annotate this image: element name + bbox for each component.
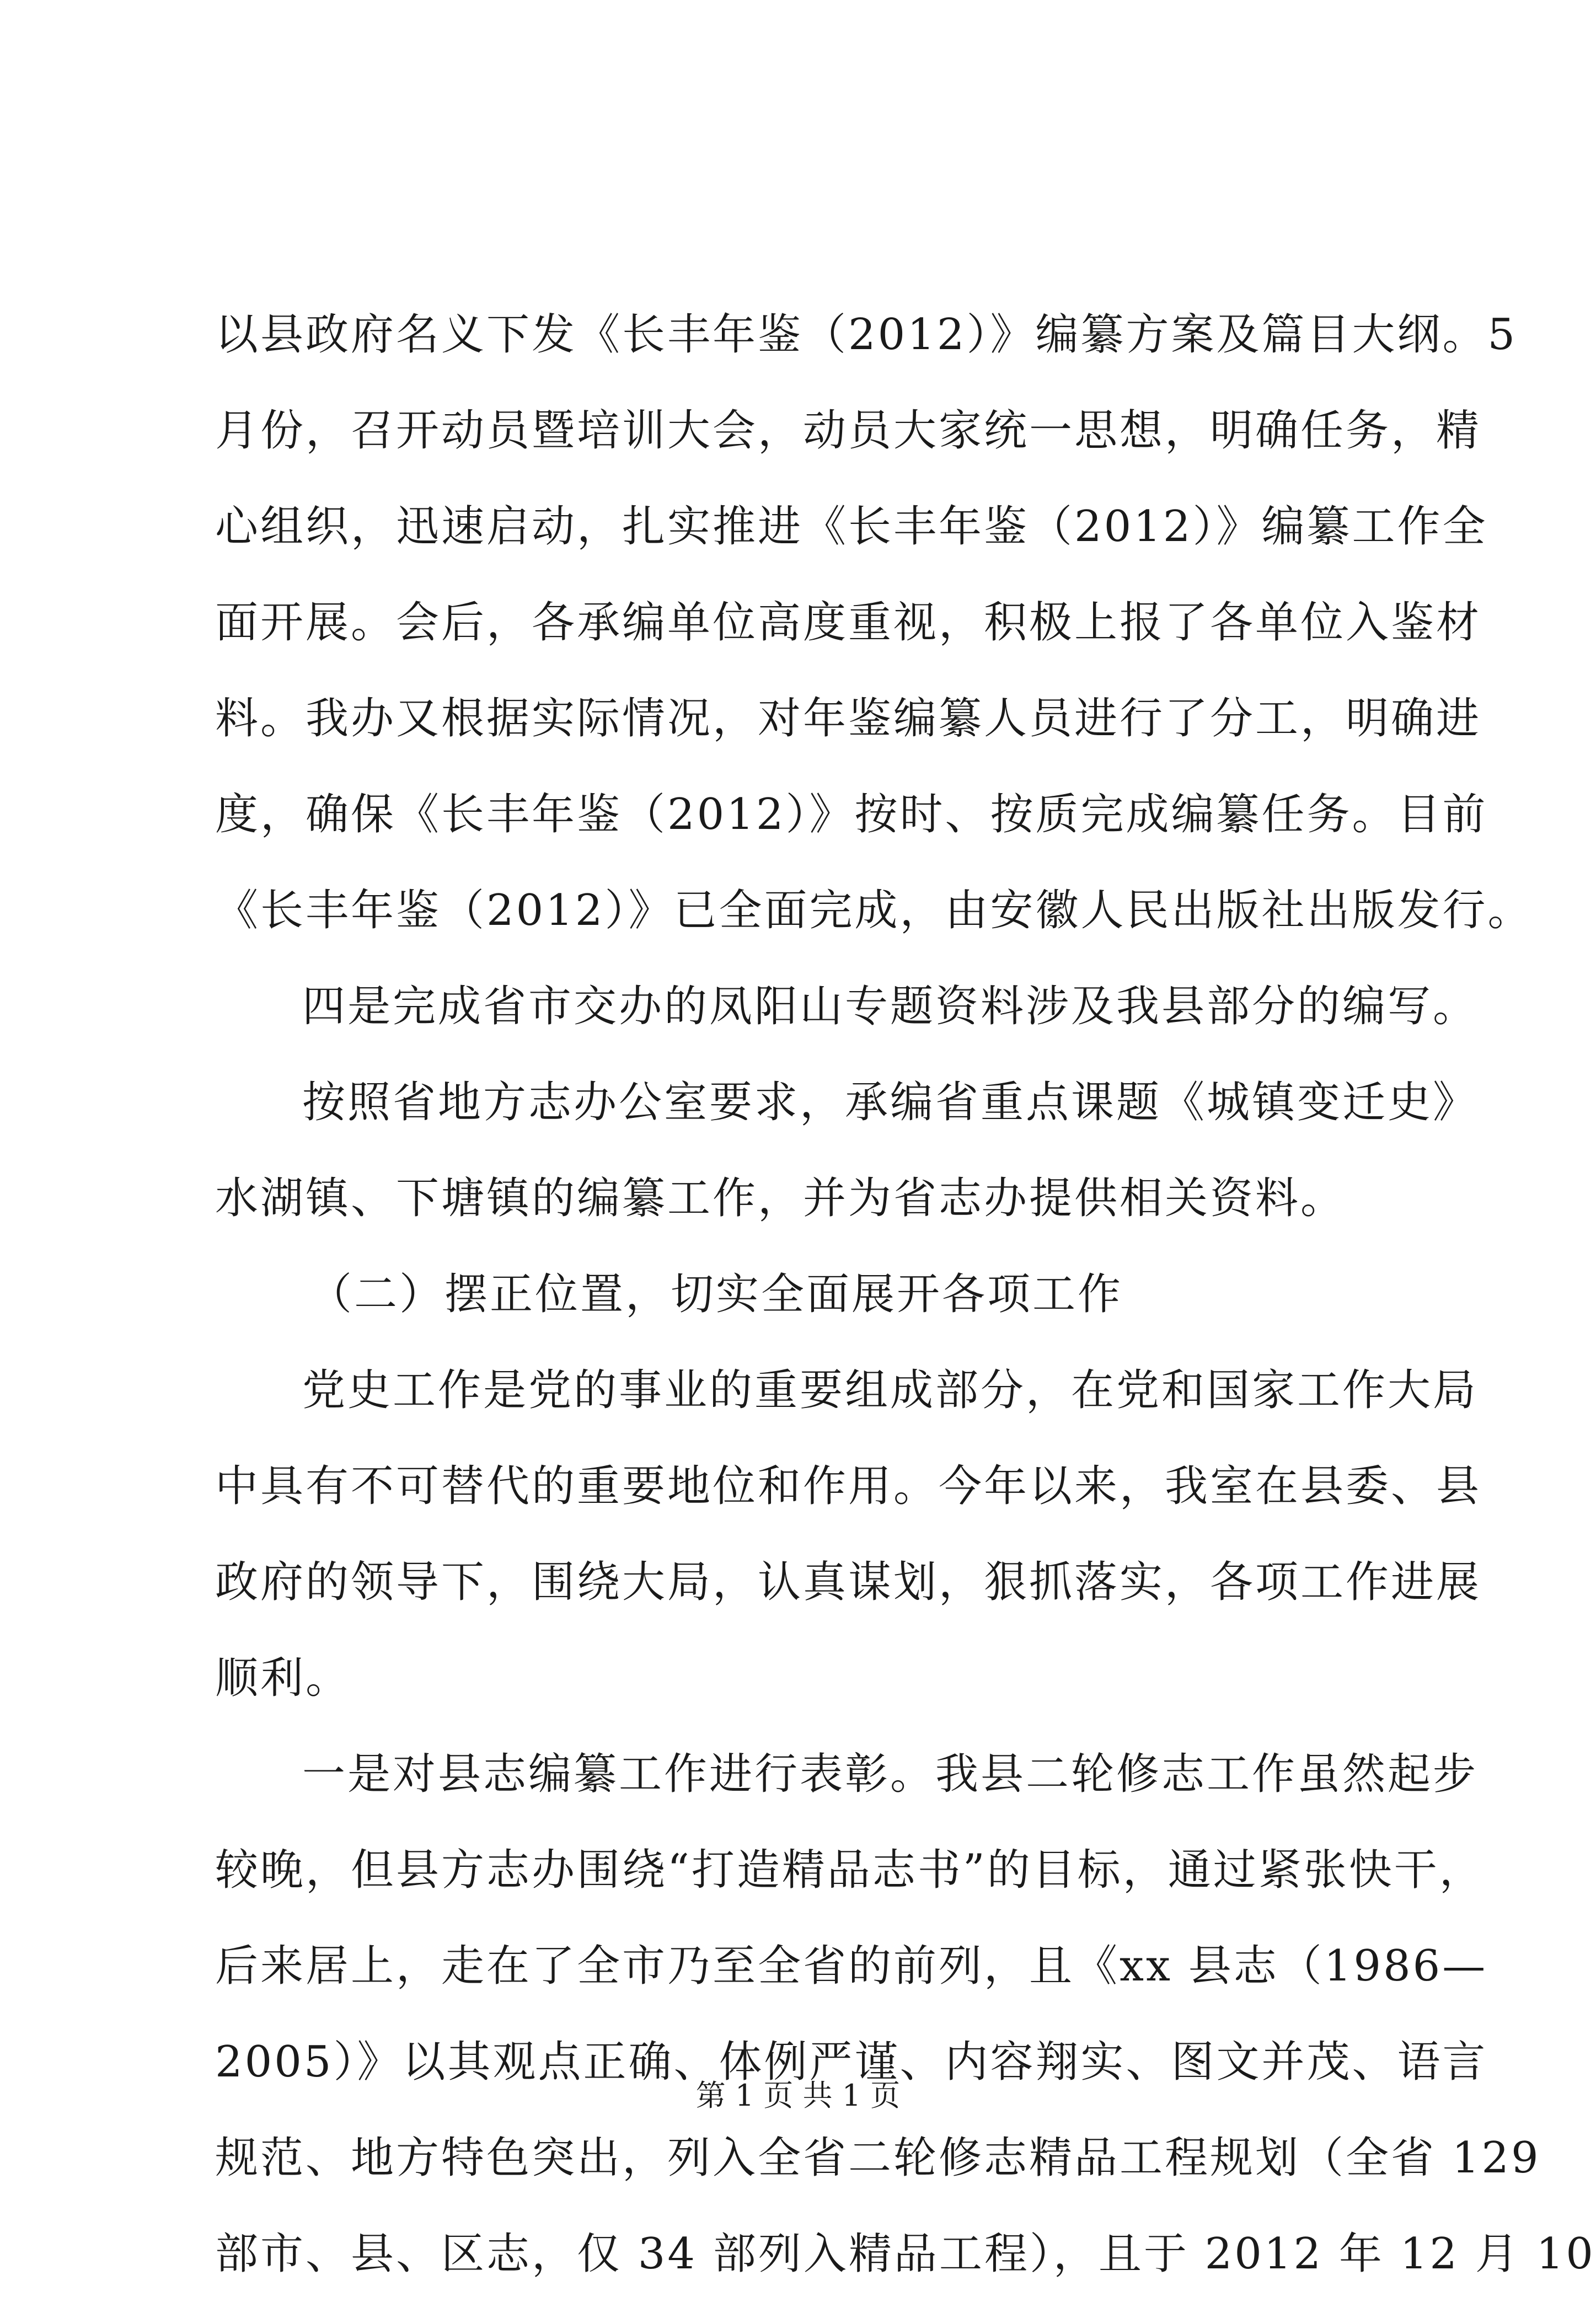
text-line: 顺利。 [215,1653,351,1703]
text-line: 面开展。会后，各承编单位高度重视，积极上报了各单位入鉴材 [215,598,1482,647]
text-line: 2005）》以其观点正确、体例严谨、内容翔实、图文并茂、语言 [215,2037,1488,2087]
text-line: 政府的领导下，围绕大局，认真谋划，狠抓落实，各项工作进展 [215,1557,1482,1607]
text-line: 水湖镇、下塘镇的编纂工作，并为省志办提供相关资料。 [215,1174,1346,1223]
text-line: 《长丰年鉴（2012）》已全面完成，由安徽人民出版社出版发行。 [215,886,1533,935]
text-line: 度，确保《长丰年鉴（2012）》按时、按质完成编纂任务。目前 [215,790,1488,839]
text-line: 料。我办又根据实际情况，对年鉴编纂人员进行了分工，明确进 [215,694,1482,743]
text-line: 党史工作是党的事业的重要组成部分，在党和国家工作大局 [302,1366,1479,1415]
text-line: 一是对县志编纂工作进行表彰。我县二轮修志工作虽然起步 [302,1749,1479,1799]
text-line: 后来居上，走在了全市乃至全省的前列，且《xx 县志（1986— [215,1941,1488,1991]
text-line: 按照省地方志办公室要求，承编省重点课题《城镇变迁史》 [302,1078,1479,1127]
section-heading: （二）摆正位置，切实全面展开各项工作 [309,1270,1123,1319]
text-line: 规范、地方特色突出，列入全省二轮修志精品工程规划（全省 129 [215,2133,1541,2183]
text-line: 较晚，但县方志办围绕“打造精品志书”的目标，通过紧张快干， [215,1845,1485,1895]
text-line: 以县政府名义下发《长丰年鉴（2012）》编纂方案及篇目大纲。5 [215,310,1518,360]
text-line: 四是完成省市交办的凤阳山专题资料涉及我县部分的编写。 [302,982,1479,1031]
text-line: 月份，召开动员暨培训大会，动员大家统一思想，明确任务，精 [215,406,1482,456]
text-line: 心组织，迅速启动，扎实推进《长丰年鉴（2012）》编纂工作全 [215,502,1488,552]
page-footer [0,2074,1596,2118]
document-body [215,287,1595,2302]
text-line: 中具有不可替代的重要地位和作用。今年以来，我室在县委、县 [215,1461,1482,1511]
text-line: 部市、县、区志，仅 34 部列入精品工程），且于 2012 年 12 月 10 [215,2229,1595,2279]
page-number-label: 第 1 页 共 1 页 [695,2078,901,2113]
